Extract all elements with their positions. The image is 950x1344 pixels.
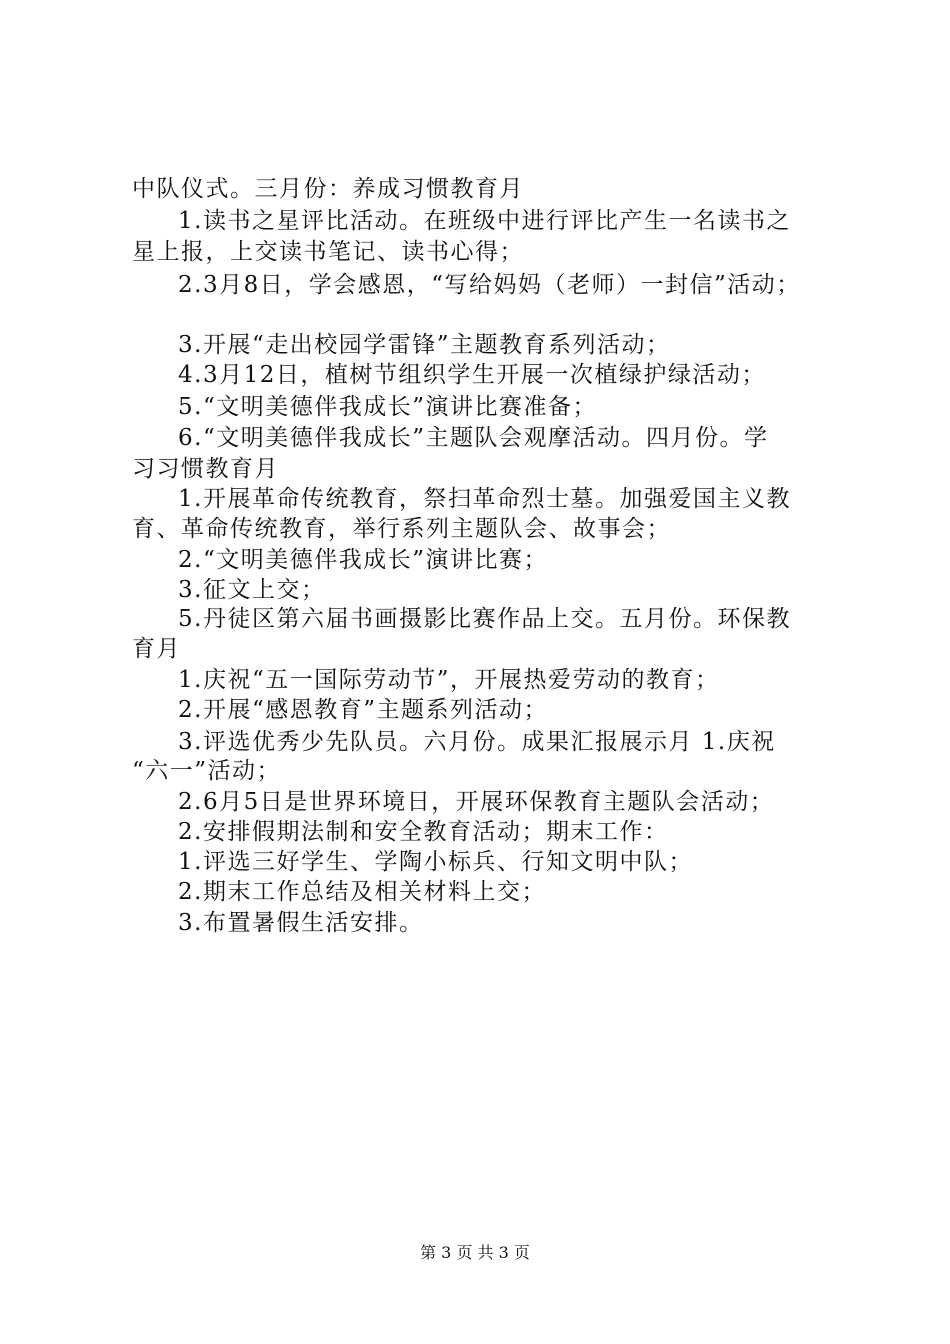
- text-line: 3.布置暑假生活安排。: [178, 910, 424, 936]
- text-line: 习习惯教育月: [132, 456, 279, 482]
- text-line: 2.安排假期法制和安全教育活动；期末工作：: [178, 819, 669, 845]
- text-line: 育、革命传统教育，举行系列主题队会、故事会；: [132, 516, 671, 542]
- text-line: 5.丹徒区第六届书画摄影比赛作品上交。五月份。环保教: [178, 606, 791, 632]
- text-line: 星上报，上交读书笔记、读书心得；: [132, 239, 524, 265]
- text-line: 3.开展“走出校园学雷锋”主题教育系列活动；: [178, 332, 671, 358]
- text-line: “六一”活动；: [132, 758, 282, 784]
- text-line: 3.评选优秀少先队员。六月份。成果汇报展示月 1.庆祝: [178, 729, 776, 755]
- page-number-footer: 第 3 页 共 3 页: [420, 1243, 530, 1262]
- text-line: 1.评选三好学生、学陶小标兵、行知文明中队；: [178, 849, 693, 875]
- text-line: 1.开展革命传统教育，祭扫革命烈士墓。加强爱国主义教: [178, 486, 791, 512]
- text-line: 1.读书之星评比活动。在班级中进行评比产生一名读书之: [178, 208, 791, 234]
- text-line: 6.“文明美德伴我成长”主题队会观摩活动。四月份。学: [178, 425, 769, 451]
- text-line: 3.征文上交；: [178, 577, 326, 603]
- text-line: 育月: [132, 636, 181, 662]
- text-line: 2.3月8日，学会感恩，“写给妈妈（老师）一封信”活动；: [178, 272, 801, 298]
- text-line: 2.期末工作总结及相关材料上交；: [178, 879, 546, 905]
- text-line: 5.“文明美德伴我成长”演讲比赛准备；: [178, 394, 597, 420]
- text-line: 2.开展“感恩教育”主题系列活动；: [178, 697, 548, 723]
- text-line: 2.6月5日是世界环境日，开展环保教育主题队会活动；: [178, 789, 775, 815]
- text-line: 2.“文明美德伴我成长”演讲比赛；: [178, 547, 548, 573]
- text-line: 1.庆祝“五一国际劳动节”，开展热爱劳动的教育；: [178, 667, 720, 693]
- text-line: 中队仪式。三月份：养成习惯教育月: [132, 176, 524, 202]
- text-line: 4.3月12日，植树节组织学生开展一次植绿护绿活动；: [178, 362, 766, 388]
